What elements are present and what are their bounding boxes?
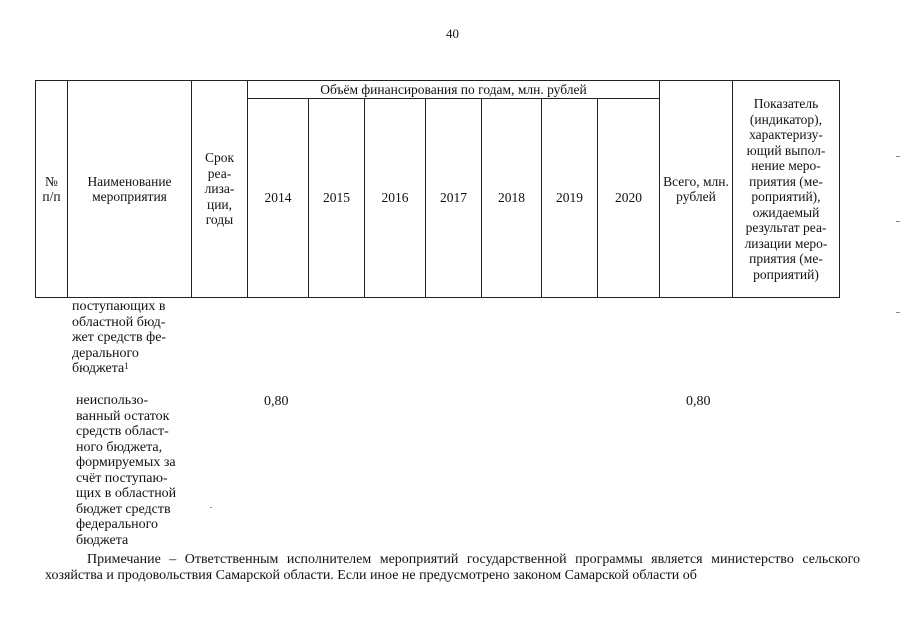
row2-line: неиспользо- (76, 393, 149, 408)
row2-line: бюджета (76, 532, 129, 548)
header-year: 2018 (482, 99, 542, 298)
page-number: 40 (446, 26, 459, 41)
table-header (35, 80, 840, 298)
row2-line: счёт поступаю- (76, 470, 168, 486)
row1-last-line (72, 361, 166, 377)
row1-line: бюджета (72, 361, 125, 376)
header-year: 2017 (426, 99, 482, 298)
row2-line: средств област- (76, 424, 169, 439)
footnote-marker: 1 (124, 361, 129, 371)
header-name-cell (68, 81, 192, 298)
header-number: № п/п (42, 173, 61, 204)
scan-mark (896, 312, 900, 313)
row1-line: дерального (72, 345, 139, 361)
row2-total: 0,80 (686, 394, 711, 409)
header-indicator-cell (733, 81, 840, 298)
header-year: 2019 (542, 99, 598, 298)
row2-line: бюджет средств (76, 501, 171, 517)
header-year: 2015 (309, 99, 365, 298)
header-funding-group: Объём финансирования по годам, млн. рублей (248, 81, 660, 99)
header-number-cell (36, 81, 68, 298)
note-paragraph: Примечание – Ответственным исполнителем мероприятий государственной программы является министерство сельского хозяйства и продовольствия Самарской области. Если иное не предусмотрено законом Самарской области об (45, 552, 860, 583)
scan-mark (896, 221, 900, 222)
header-term-cell (192, 81, 248, 298)
row2-line: ванный остаток (76, 408, 170, 424)
header-total-cell (660, 81, 733, 298)
row1-line: областной бюд- (72, 314, 166, 330)
row1-line: жет средств фе- (72, 330, 167, 345)
row1-line: поступающих в (72, 299, 166, 314)
row2-line: щих в областной (76, 486, 177, 501)
scan-speck (210, 507, 212, 508)
row2-name-cell (76, 393, 176, 548)
header-name: Наименование мероприятия (87, 173, 172, 204)
header-year: 2020 (598, 99, 660, 298)
row1-name-cell (72, 299, 166, 377)
header-year: 2016 (365, 99, 426, 298)
scan-mark (896, 156, 900, 157)
header-total: Всего, млн. рублей (663, 173, 729, 204)
header-indicator: Показатель (индикатор), характеризу-ющий выпол-нение меро-приятия (ме-роприятий), ожидаемый результат реа-лизации меро-приятия (ме-роприятий) (744, 96, 828, 282)
row2-value-2014: 0,80 (264, 394, 289, 409)
header-term: Срок реа-лиза-ции, годы (204, 150, 235, 228)
row2-line: ного бюджета, (76, 439, 163, 455)
row2-line: формируемых за (76, 455, 176, 470)
header-year: 2014 (248, 99, 309, 298)
row2-line: федерального (76, 517, 159, 532)
